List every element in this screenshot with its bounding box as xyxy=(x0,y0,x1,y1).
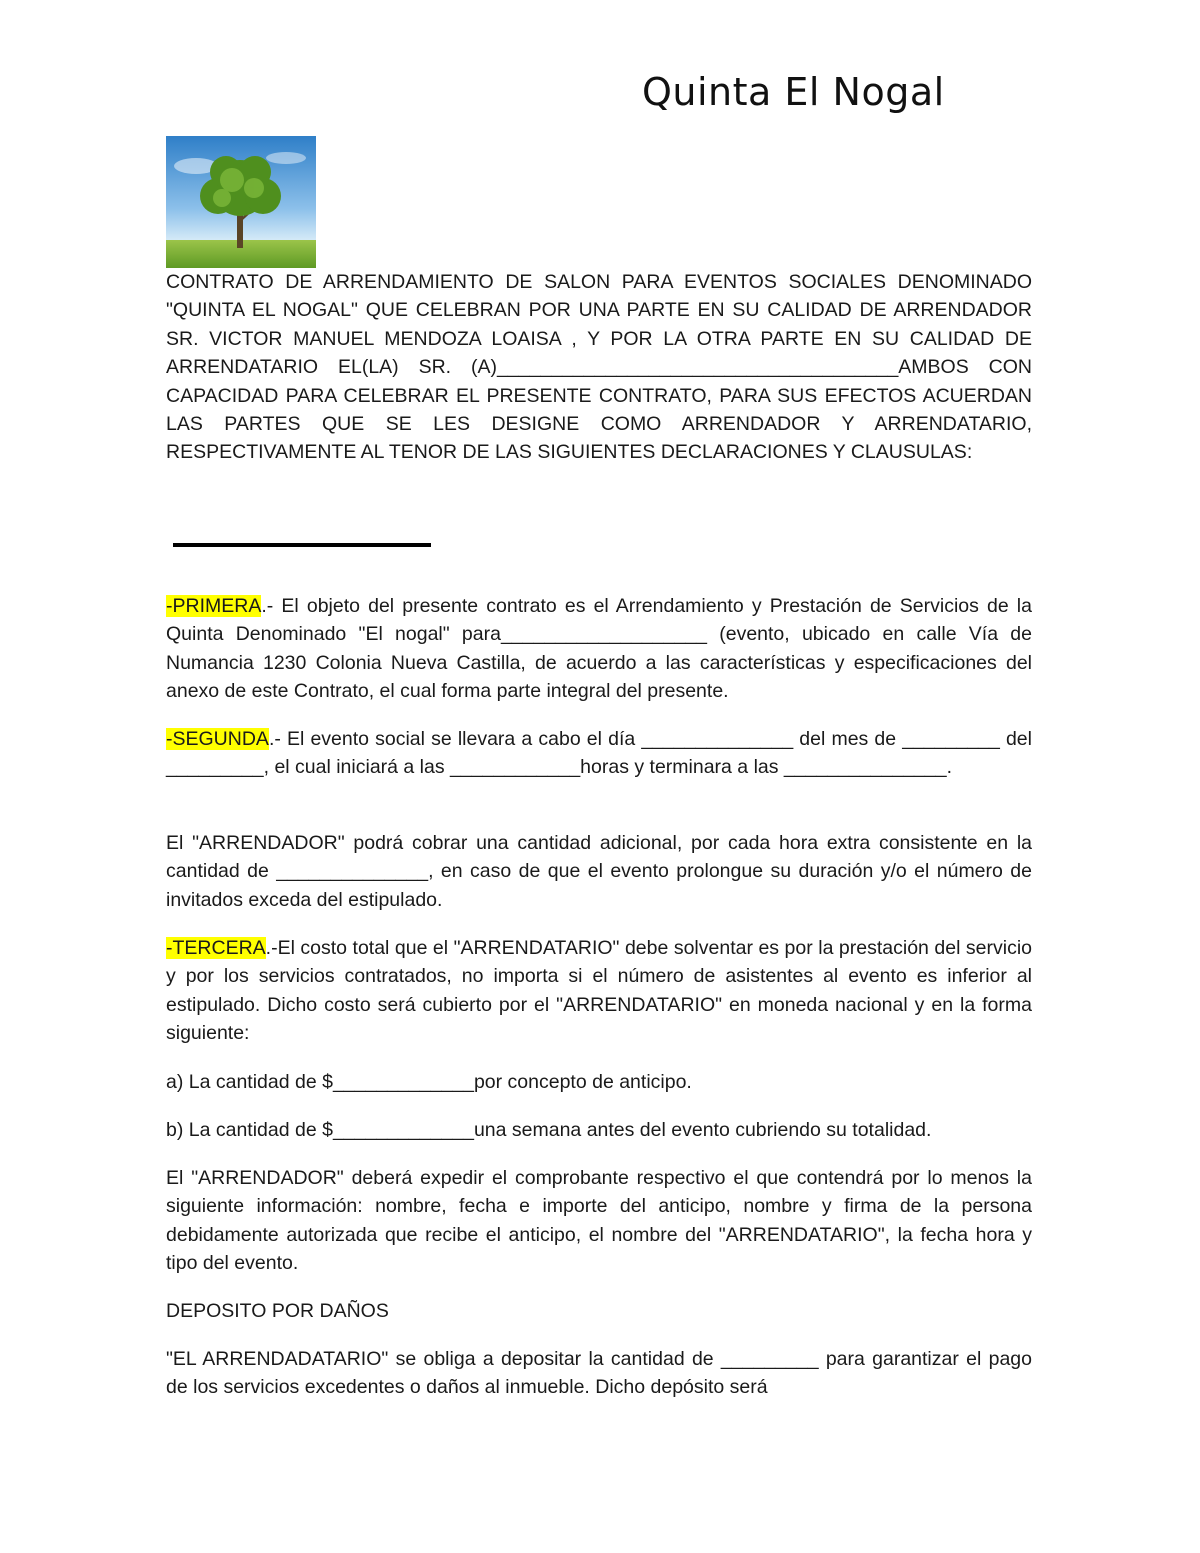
deposit-heading: DEPOSITO POR DAÑOS xyxy=(166,1300,389,1322)
clause-tercera xyxy=(166,934,1032,1048)
clause-primera xyxy=(166,592,1032,706)
clause-text: .- El objeto del presente contrato es el Arrendamiento y Prestación de Servicios de la Quinta Denominado "El nogal" para___________________ (evento, ubicado en calle Vía de Numancia 1230 Colonia Nueva Castilla, de acuerdo a las características y especificaciones del anexo de este Contrato, el cual forma parte integral del presente. xyxy=(166,595,1032,703)
document-title: Quinta El Nogal xyxy=(642,70,945,114)
deposit-paragraph: "EL ARRENDADATARIO" se obliga a depositar la cantidad de _________ para garantizar el pago de los servicios excedentes o daños al inmueble. Dicho depósito será xyxy=(166,1348,1032,1399)
payment-item-a: a) La cantidad de $_____________por concepto de anticipo. xyxy=(166,1071,692,1093)
extra-hours-paragraph: El "ARRENDADOR" podrá cobrar una cantidad adicional, por cada hora extra consistente en la cantidad de ______________, en caso de que el evento prolongue su duración y/o el número de invitados exceda del estipulado. xyxy=(166,832,1032,911)
clause-label-tercera: -TERCERA xyxy=(166,937,266,959)
clause-text: .-El costo total que el "ARRENDATARIO" debe solventar es por la prestación del servicio y por los servicios contratados, no importa si el número de asistentes al evento es inferior al estipulado. Dicho costo será cubierto por el "ARRENDATARIO" en moneda nacional y en la forma siguiente: xyxy=(166,937,1032,1045)
signature-divider-line xyxy=(173,543,431,547)
receipt-paragraph: El "ARRENDADOR" deberá expedir el comprobante respectivo el que contendrá por lo menos la siguiente información: nombre, fecha e importe del anticipo, nombre y firma de la persona debidamente autorizada que recibe el anticipo, el nombre del "ARRENDATARIO", la fecha hora y tipo del evento. xyxy=(166,1167,1032,1275)
tree-logo-image xyxy=(166,136,316,268)
payment-item-b: b) La cantidad de $_____________una semana antes del evento cubriendo su totalidad. xyxy=(166,1119,932,1141)
clause-label-segunda: -SEGUNDA xyxy=(166,728,269,750)
clause-label-primera: -PRIMERA xyxy=(166,595,262,617)
clause-text: .- El evento social se llevara a cabo el día ______________ del mes de _________ del _________, el cual iniciará a las ____________horas y terminara a las _______________. xyxy=(166,728,1032,779)
clause-segunda xyxy=(166,725,1032,782)
contract-intro: CONTRATO DE ARRENDAMIENTO DE SALON PARA EVENTOS SOCIALES DENOMINADO "QUINTA EL NOGAL" QUE CELEBRAN POR UNA PARTE EN SU CALIDAD DE ARRENDADOR SR. VICTOR MANUEL MENDOZA LOAISA , Y POR LA OTRA PARTE EN SU CALIDAD DE ARRENDATARIO EL(LA) SR. (A)_____________________________________AMBOS CON CAPACIDAD PARA CELEBRAR EL PRESENTE CONTRATO, PARA SUS EFECTOS ACUERDAN LAS PARTES QUE SE LES DESIGNE COMO ARRENDADOR Y ARRENDATARIO, RESPECTIVAMENTE AL TENOR DE LAS SIGUIENTES DECLARACIONES Y CLAUSULAS: xyxy=(166,271,1032,464)
